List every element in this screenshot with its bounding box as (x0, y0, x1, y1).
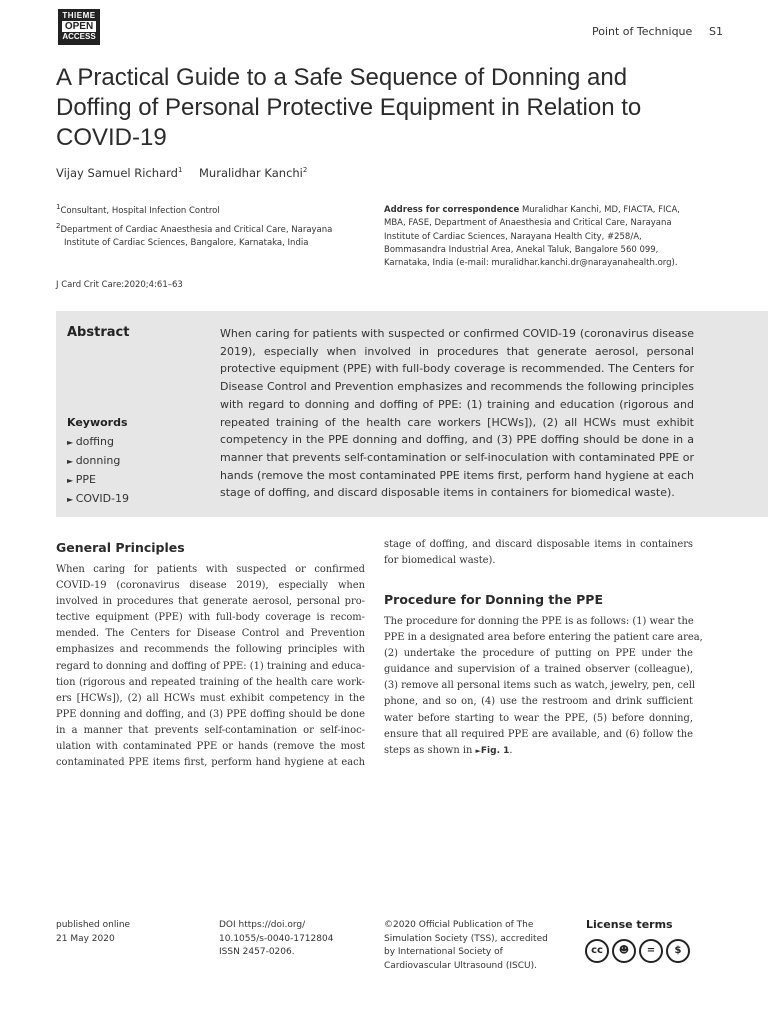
abstract-heading: Abstract (67, 325, 130, 340)
keyword-item: ► doffing (67, 433, 129, 452)
attribution-icon: ☻ (612, 939, 636, 963)
logo-line3: ACCESS (62, 32, 96, 41)
figure-link[interactable]: ►Fig. 1 (475, 745, 510, 756)
continued-text: stage of doffing, and discard disposable items in containers for biomedical waste). (384, 539, 693, 567)
page-number: S1 (709, 25, 723, 38)
author-1: Vijay Samuel Richard$^1$ (56, 166, 183, 180)
abstract-box (56, 311, 768, 517)
author-name: Muralidhar Kanchi (199, 166, 303, 180)
keyword-item: ► PPE (67, 471, 129, 490)
affiliation-2: $^2$Department of Cardiac Anaesthesia and Critical Care, Narayana (56, 221, 333, 235)
logo-line2: OPEN (62, 21, 96, 32)
non-commercial-icon: $ (666, 939, 690, 963)
keywords-heading: Keywords (67, 416, 128, 429)
running-section: Point of Technique (592, 25, 693, 38)
author-name: Vijay Samuel Richard (56, 166, 178, 180)
license-terms-link[interactable]: License terms (586, 918, 673, 931)
publication-date: published online 21 May 2020 (56, 920, 131, 944)
donning-text: The procedure for donning the PPE is as follows: (1) wear the PPE in a designated area before entering the patient care area, (2) undertake the procedure of putting on PPE under the guidance and supervision of a trained observer (colleague), (3) remove all personal items such as watch, jewelry, pen, cell phone, and so on, (4) use the restroom and drink sufficient water before starting to wear the PPE, (5) before donning, ensure that all required PPE are available, and (6) follow the steps as shown in ►Fig. 1. (384, 616, 703, 756)
copyright-notice: ©2020 Official Publication of The Simulation Society (TSS), accredited by International Society of Cardiovascular Ultrasound (ISCU). (384, 920, 548, 971)
author-2: Muralidhar Kanchi$^2$ (199, 166, 308, 180)
section-heading-donning: Procedure for Donning the PPE (384, 592, 603, 607)
journal-citation: J Card Crit Care:2020;4:61–63 (56, 280, 183, 290)
cc-icon: cc (585, 939, 609, 963)
no-derivatives-icon: = (639, 939, 663, 963)
general-principles-text: When caring for patients with suspected or confirmed COVID-19 (coronavirus disease 2019), especially when involved in procedures that generate aerosol, personal pro- tective equipment (PPE) with full-body coverage is recom- mended. The Centers for Disease Control and Prevention emphasizes and recommends the following principles with regard to donning and doffing of PPE: (1) training and educa- tion (rigorous and repeated training of the health care work- ers [HCWs]), (2) all HCWs must exhibit competency in the PPE donning and doffing, and (3) PPE doffing should be done in a manner that prevents self-contamination or self-inoc- ulation with contaminated PPE or hands (remove the most contaminated PPE items first, perform hand hygiene at each (56, 564, 365, 769)
correspondence-label: Address for correspondence (384, 205, 520, 215)
affiliations: $^1$Consultant, Hospital Infection Control $^2$Department of Cardiac Anaesthesia and Critical Care, Narayana Institute of Cardiac Sciences, Bangalore, Karnataka, India (56, 201, 376, 250)
section-heading-general-principles: General Principles (56, 540, 185, 555)
doi-info: DOI https://doi.org/ 10.1055/s-0040-1712804 ISSN 2457-0206. (219, 920, 334, 957)
publisher-logo (58, 9, 100, 45)
doi-link[interactable]: DOI https://doi.org/ (219, 920, 306, 930)
article-title: A Practical Guide to a Safe Sequence of Donning and Doffing of Personal Protective Equipment in Relation to COVID-19 (56, 64, 642, 151)
keywords-list (67, 433, 129, 509)
license-icons[interactable] (585, 938, 693, 963)
keyword-item: ► COVID-19 (67, 490, 129, 509)
logo-line1: THIEME (62, 11, 96, 20)
keyword-item: ► donning (67, 452, 129, 471)
abstract-text: When caring for patients with suspected or confirmed COVID-19 (coronavirus disease 2019), especially when involved in procedures that generate aerosol, personal protective equipment (PPE) with full-body coverage is recommended. The Centers for Disease Control and Prevention emphasizes and recommends the following principles with regard to donning and doffing of PPE: (1) training and education (rigorous and repeated training of the health care workers [HCWs]), (2) all HCWs must exhibit competency in the PPE donning and doffing, and (3) PPE doffing should be done in a manner that prevents self-contamination or self-inoculation with contaminated PPE or hands (remove the most contaminated PPE items first, perform hand hygiene at each stage of doffing, and discard disposable items in containers for biomedical waste). (220, 327, 694, 500)
correspondence-address: Address for correspondence Muralidhar Kanchi, MD, FIACTA, FICA, MBA, FASE, Department of Anaesthesia and Critical Care, Narayana Institute of Cardiac Sciences, Narayana Health City, #258/A, Bommasandra Industrial Area, Anekal Taluk, Bangalore 560 099, Karnataka, India (e-mail: muralidhar.kanchi.dr@narayanahealth.org). (384, 205, 681, 269)
affiliation-1: $^1$Consultant, Hospital Infection Control (56, 203, 220, 216)
